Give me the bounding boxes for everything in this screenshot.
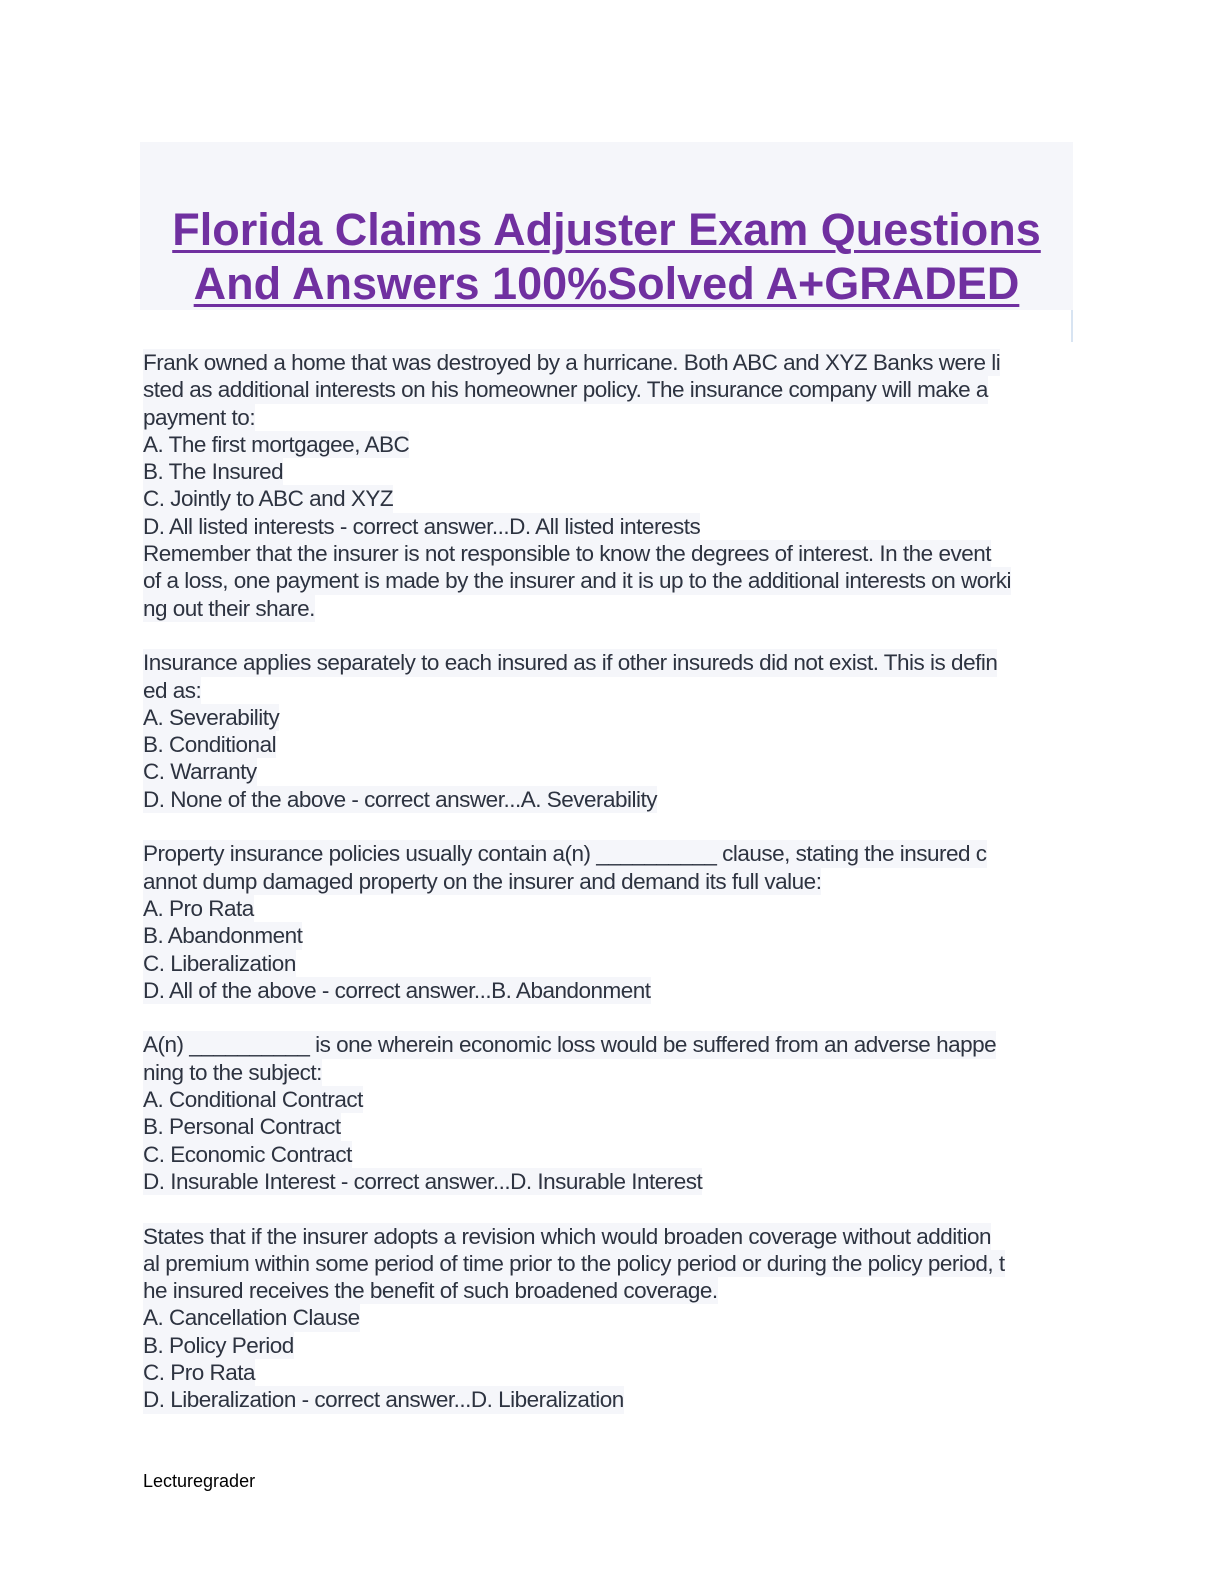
text-line [143,458,1073,485]
text-line [143,731,1073,758]
text-line [143,977,1073,1004]
text-line [143,922,1073,949]
title-edge-mark [1071,310,1073,342]
text-line [143,376,1073,403]
text-line [143,649,1073,676]
question-block [143,1031,1073,1195]
line-text: C. Pro Rata [143,1359,256,1385]
line-text: sted as additional interests on his homeowner policy. The insurance company will make a [143,377,988,403]
text-line [143,1386,1073,1413]
text-line [143,758,1073,785]
text-line [143,840,1073,867]
question-block [143,840,1073,1004]
line-text: D. Liberalization - correct answer...D. Liberalization [143,1387,624,1413]
text-line [143,349,1073,376]
line-text: A. Pro Rata [143,895,254,921]
text-line [143,1141,1073,1168]
question-block [143,649,1073,813]
line-text: B. Conditional [143,732,277,758]
text-line [143,1250,1073,1277]
line-text: annot dump damaged property on the insurer and demand its full value: [143,868,822,894]
line-text: Insurance applies separately to each insured as if other insureds did not exist. This is defin [143,650,998,676]
text-line [143,786,1073,813]
line-text: A. Conditional Contract [143,1087,363,1113]
text-line [143,485,1073,512]
title-line-2: And Answers 100%Solved A+GRADED [193,258,1020,309]
text-line [143,1304,1073,1331]
line-text: of a loss, one payment is made by the insurer and it is up to the additional interests on worki [143,568,1012,594]
text-line [143,1086,1073,1113]
line-text: payment to: [143,404,256,430]
line-text: B. The Insured [143,459,284,485]
question-block [143,1223,1073,1414]
text-line [143,895,1073,922]
line-text: D. Insurable Interest - correct answer...D. Insurable Interest [143,1168,703,1194]
line-text: A. Severability [143,704,280,730]
line-text: C. Economic Contract [143,1141,352,1167]
document-title [140,203,1073,311]
text-line [143,677,1073,704]
text-line [143,868,1073,895]
line-text: C. Jointly to ABC and XYZ [143,486,394,512]
text-line [143,1031,1073,1058]
line-text: C. Warranty [143,759,257,785]
line-text: C. Liberalization [143,950,296,976]
text-line [143,950,1073,977]
text-line [143,1332,1073,1359]
text-line [143,567,1073,594]
line-text: ed as: [143,677,202,703]
text-line [143,704,1073,731]
footer-brand: Lecturegrader [143,1471,256,1491]
line-text: ng out their share. [143,595,315,621]
line-text: A. Cancellation Clause [143,1305,360,1331]
line-text: D. None of the above - correct answer...A. Severability [143,786,658,812]
line-text: al premium within some period of time prior to the policy period or during the policy period, t [143,1250,1005,1276]
line-text: he insured receives the benefit of such broadened coverage. [143,1278,718,1304]
line-text: A(n) __________ is one wherein economic loss would be suffered from an adverse happe [143,1032,997,1058]
line-text: Property insurance policies usually contain a(n) __________ clause, stating the insured c [143,841,987,867]
question-block [143,349,1073,622]
text-line [143,404,1073,431]
text-line [143,1168,1073,1195]
text-line [143,540,1073,567]
line-text: States that if the insurer adopts a revision which would broaden coverage without addition [143,1223,992,1249]
text-line [143,595,1073,622]
text-line [143,513,1073,540]
line-text: D. All listed interests - correct answer...D. All listed interests [143,513,701,539]
line-text: A. The first mortgagee, ABC [143,431,410,457]
line-text: B. Abandonment [143,923,303,949]
line-text: ning to the subject: [143,1059,322,1085]
line-text: Frank owned a home that was destroyed by a hurricane. Both ABC and XYZ Banks were li [143,350,1001,375]
text-line [143,431,1073,458]
text-line [143,1113,1073,1140]
line-text: D. All of the above - correct answer...B. Abandonment [143,977,651,1003]
text-line [143,1359,1073,1386]
line-text: B. Policy Period [143,1332,294,1358]
text-line [143,1059,1073,1086]
line-text: B. Personal Contract [143,1114,341,1140]
question-list [143,349,1073,1441]
text-line [143,1277,1073,1304]
title-line-1: Florida Claims Adjuster Exam Questions [172,204,1041,255]
line-text: Remember that the insurer is not responsible to know the degrees of interest. In the event [143,541,991,567]
text-line [143,1223,1073,1250]
